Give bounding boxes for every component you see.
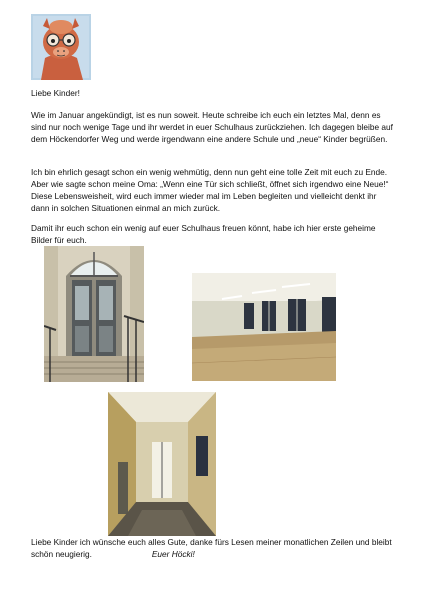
empty-classroom-photo [192,273,336,381]
letter-paragraph-2: Ich bin ehrlich gesagt schon ein wenig wehmütig, denn nun geht eine tolle Zeit mit euch zu Ende. Aber wie sagte schon meine Oma: „Wenn eine Tür sich schließt, öffnet sich irgendwo eine Neue!“ Diese Lebensweisheit, wird euch immer wieder mal im Leben begleiten und vielleicht denkt ihr dann in solchen Situationen einmal an mich zurück. [31,167,389,213]
closing-text: Liebe Kinder ich wünsche euch alles Gute, danke fürs Lesen meiner monatlichen Zeilen und bleibt schön neugierig. [31,537,392,559]
alpaca-drawing-icon [31,14,91,80]
letter-paragraph-3: Damit ihr euch schon ein wenig auf euer Schulhaus freuen könnt, habe ich hier erste geheime Bilder für euch. [31,223,376,245]
school-corridor-photo [108,392,216,536]
letter-paragraph-1: Wie im Januar angekündigt, ist es nun soweit. Heute schreibe ich euch ein letztes Mal, denn es sind nur noch wenige Tage und ihr werdet in euer Schulhaus zurückziehen. Ich dagegen bleibe auf dem Höckendorfer Weg und werde irgendwann eine andere Schule und „neue“ Kinder begrüßen. [31,110,393,144]
letter-closing [31,536,393,560]
letter-greeting: Liebe Kinder! [31,88,80,98]
signature: Euer Höcki! [151,549,195,559]
school-door-photo [44,246,144,382]
